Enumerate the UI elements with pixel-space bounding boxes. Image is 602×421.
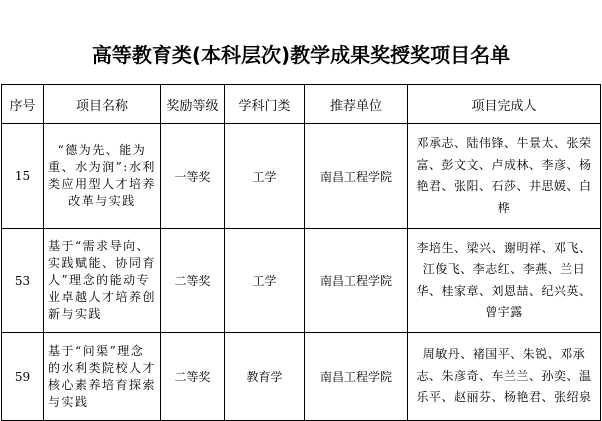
- row-people: 邓承志、陆伟锋、牛景太、张荣富、彭文文、卢成林、李彦、杨艳君、张阳、石莎、井思媛、白桦: [408, 124, 601, 229]
- row-num: 59: [2, 333, 44, 421]
- row-unit: 南昌工程学院: [305, 333, 408, 421]
- row-people: 李培生、梁兴、谢明祥、邓飞、江俊飞、李志红、李燕、兰日华、桂家章、刘恩喆、纪兴英、曾宇露: [408, 229, 601, 333]
- row-subject: 教育学: [225, 333, 305, 421]
- table-row: [2, 333, 601, 421]
- table-row: [2, 229, 601, 333]
- row-subject: 工学: [225, 229, 305, 333]
- header-unit: 推荐单位: [305, 85, 408, 124]
- award-table: [1, 84, 601, 421]
- table-header-row: [2, 85, 601, 124]
- row-project: 基于“问渠”理念的水利类院校人才核心素养培育探索与实践: [44, 333, 161, 421]
- header-project: 项目名称: [44, 85, 161, 124]
- row-subject: 工学: [225, 124, 305, 229]
- page-title: 高等教育类(本科层次)教学成果奖授奖项目名单: [91, 43, 511, 67]
- header-award: 奖励等级: [161, 85, 225, 124]
- row-num: 53: [2, 229, 44, 333]
- row-project: “德为先、能为重、水为润”:水利类应用型人才培养改革与实践: [44, 124, 161, 229]
- row-num: 15: [2, 124, 44, 229]
- header-subject: 学科门类: [225, 85, 305, 124]
- header-people: 项目完成人: [408, 85, 601, 124]
- row-award: 一等奖: [161, 124, 225, 229]
- row-people: 周敏丹、褚国平、朱锐、邓承志、朱彦奇、车兰兰、孙奕、温乐平、赵丽芬、杨艳君、张绍泉: [408, 333, 601, 421]
- table-row: [2, 124, 601, 229]
- row-unit: 南昌工程学院: [305, 229, 408, 333]
- row-project: 基于“需求导向、实践赋能、协同育人”理念的能动专业卓越人才培养创新与实践: [44, 229, 161, 333]
- row-award: 二等奖: [161, 333, 225, 421]
- row-unit: 南昌工程学院: [305, 124, 408, 229]
- header-num: 序号: [2, 85, 44, 124]
- row-award: 二等奖: [161, 229, 225, 333]
